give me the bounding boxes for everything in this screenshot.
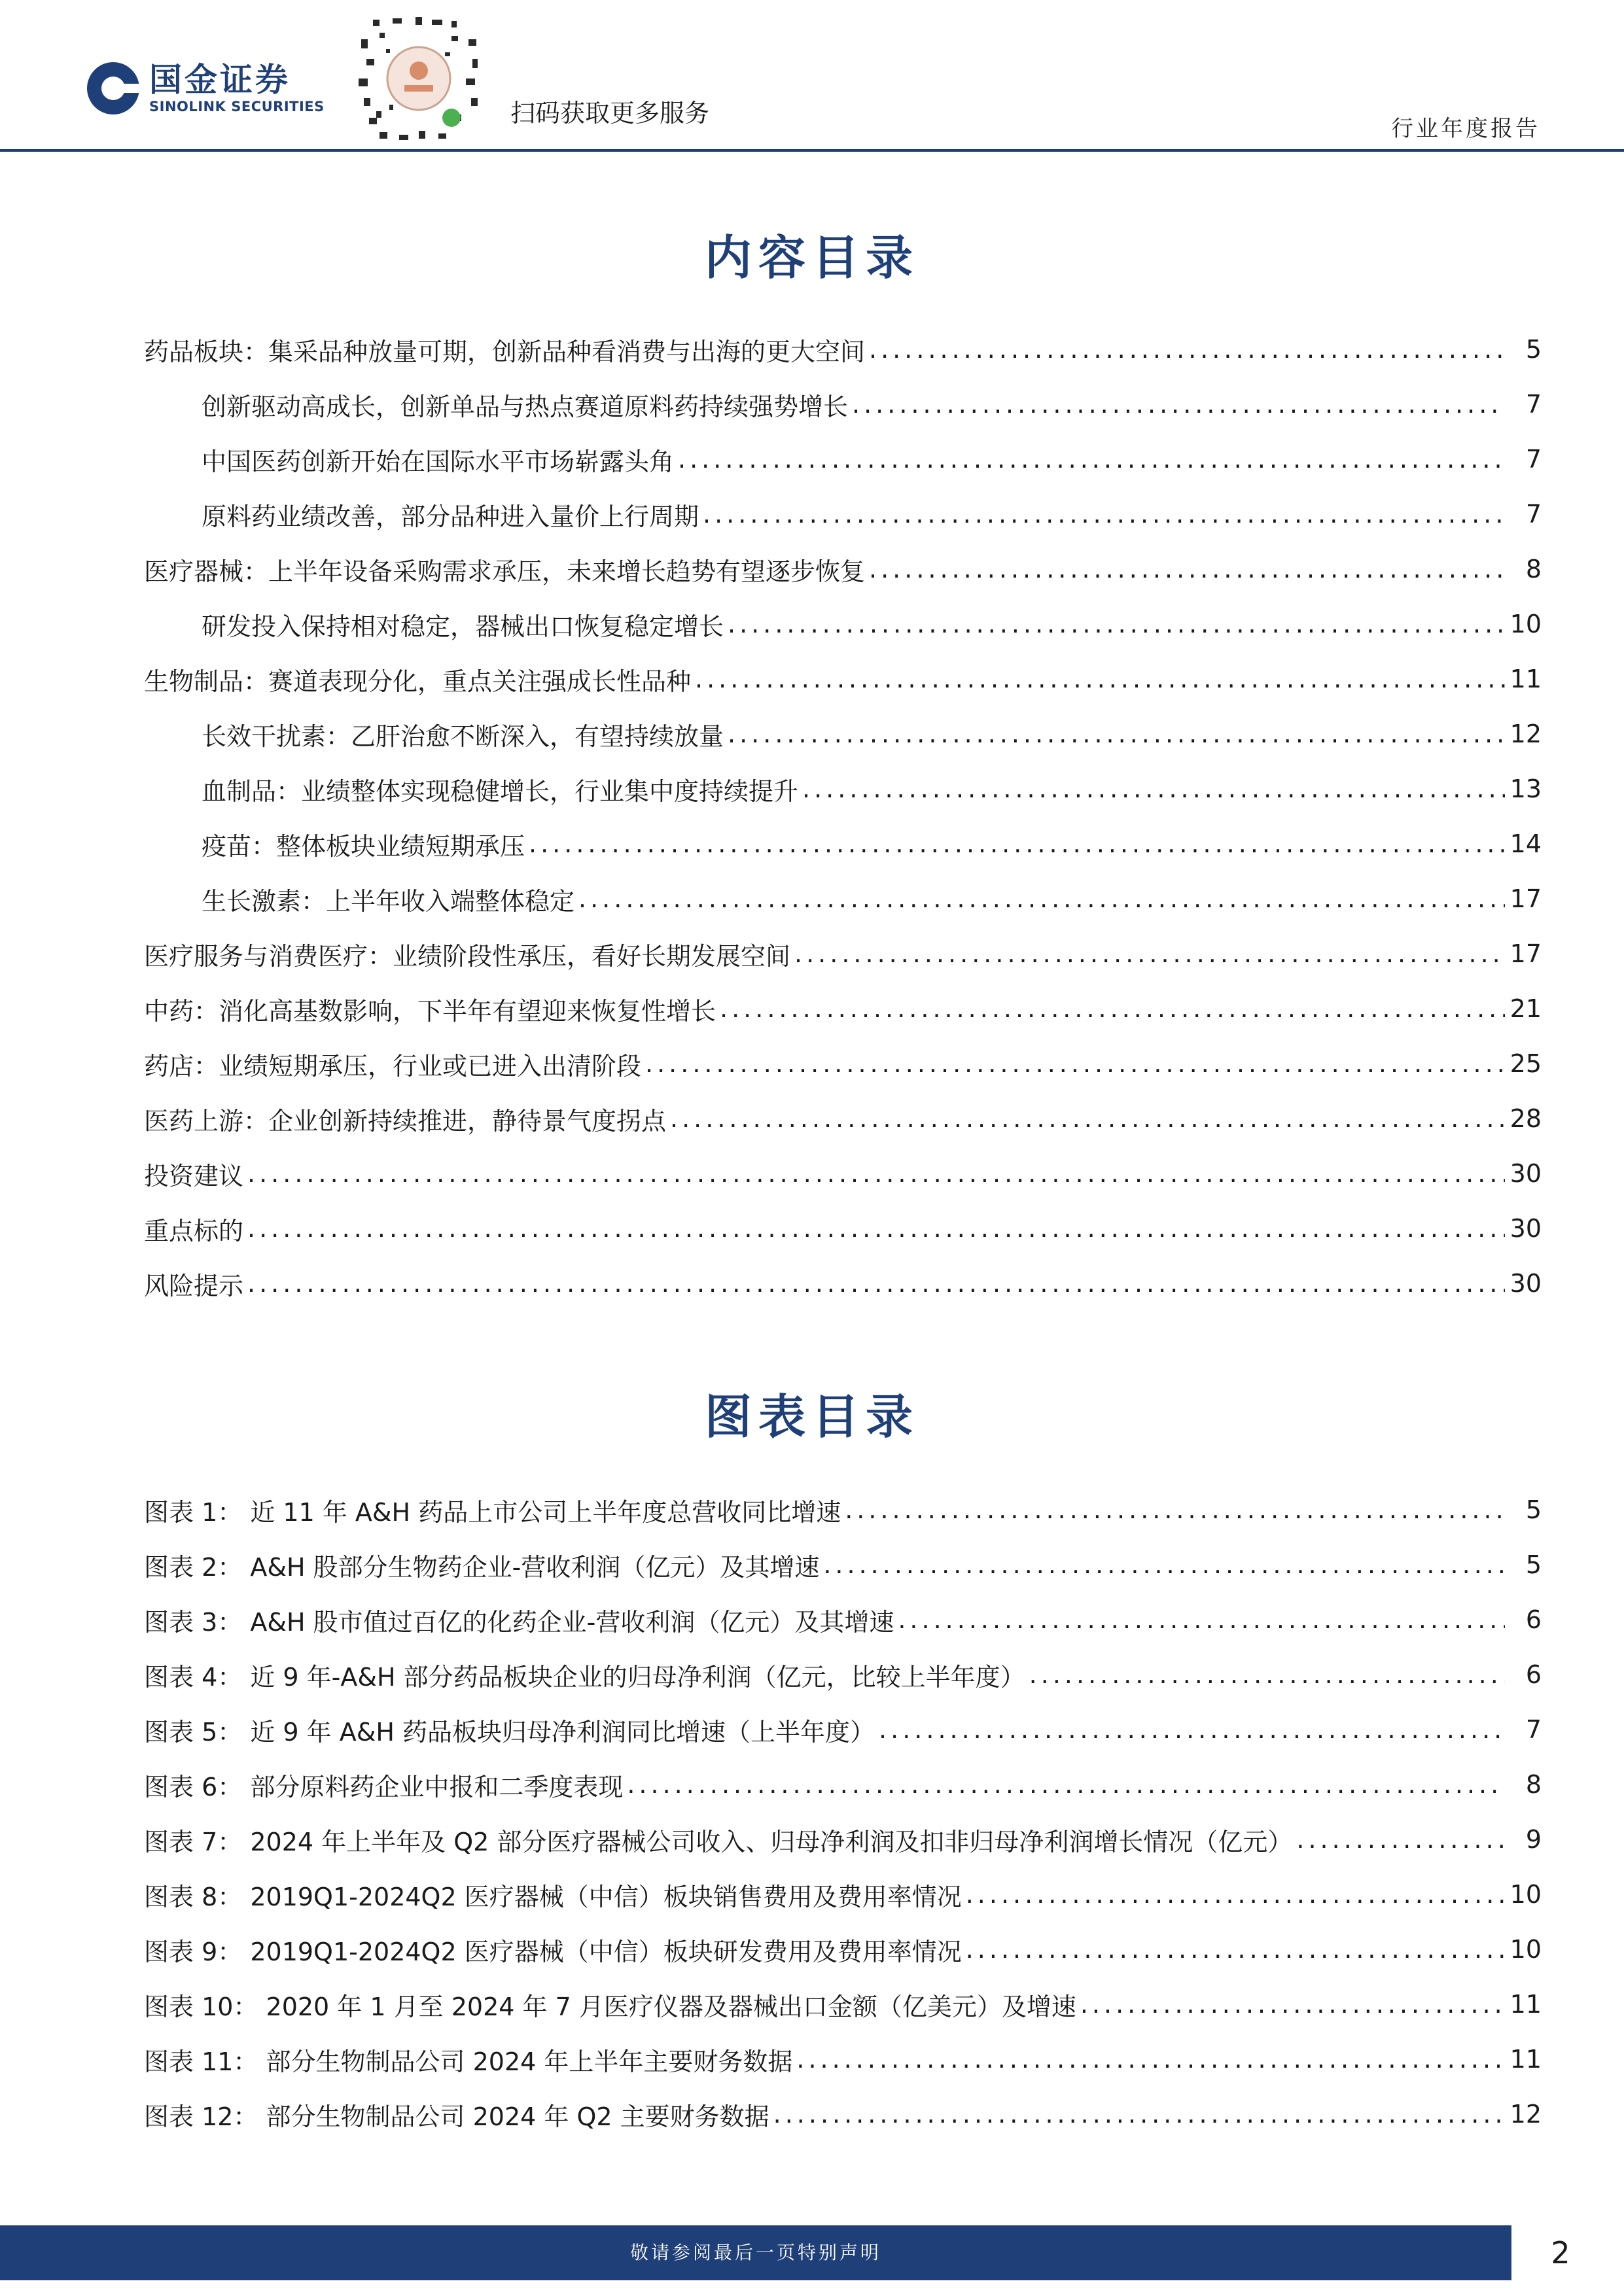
figure-entry-page: 9 <box>1525 1825 1542 1854</box>
brand-name-en: SINOLINK SECURITIES <box>149 99 325 114</box>
toc-entry-text: 药品板块：集采品种放量可期，创新品种看消费与出海的更大空间 <box>144 337 866 366</box>
figure-entry-page: 10 <box>1509 1880 1542 1909</box>
figure-entry[interactable] <box>144 2040 1542 2079</box>
dot-leader <box>678 440 1505 479</box>
figure-entry-text: 图表 5： 近 9 年 A&H 药品板块归母净利润同比增速（上半年度） <box>144 1717 875 1747</box>
toc-entry-page: 7 <box>1525 500 1542 529</box>
dot-leader <box>670 1099 1505 1138</box>
toc-entry[interactable] <box>144 1209 1542 1248</box>
figure-entry-text: 图表 2： A&H 股部分生物药企业-营收利润（亿元）及其增速 <box>144 1552 820 1582</box>
toc-entry-page: 5 <box>1525 335 1542 364</box>
toc-entry[interactable] <box>144 1099 1542 1138</box>
dot-leader <box>966 1875 1505 1914</box>
figure-entry-text: 图表 7： 2024 年上半年及 Q2 部分医疗器械公司收入、归母净利润及扣非归母净利润增长情况（亿元） <box>144 1827 1293 1856</box>
toc-entry[interactable] <box>144 989 1542 1028</box>
dot-leader <box>1080 1985 1505 2024</box>
brand-name-cn: 国金证券 <box>149 61 291 99</box>
figure-entry[interactable] <box>144 1820 1542 1859</box>
toc-entry-page: 25 <box>1509 1049 1542 1078</box>
figure-entry-text: 图表 11： 部分生物制品公司 2024 年上半年主要财务数据 <box>144 2047 793 2076</box>
toc-entry-page: 13 <box>1509 774 1542 803</box>
toc-entry[interactable] <box>202 495 1542 534</box>
figure-entry[interactable] <box>144 1600 1542 1639</box>
toc-entry-text: 医疗服务与消费医疗：业绩阶段性承压，看好长期发展空间 <box>144 941 791 971</box>
toc-entry-text: 长效干扰素：乙肝治愈不断深入，有望持续放量 <box>202 722 724 751</box>
header-divider <box>0 149 1624 152</box>
figure-entry[interactable] <box>144 1655 1542 1694</box>
toc-entry-text: 中国医药创新开始在国际水平市场崭露头角 <box>202 447 675 476</box>
figure-entry[interactable] <box>144 1985 1542 2024</box>
dot-leader <box>728 714 1505 754</box>
toc-entry[interactable] <box>144 659 1542 699</box>
toc-entry[interactable] <box>202 879 1542 918</box>
figure-entry-text: 图表 3： A&H 股市值过百亿的化药企业-营收利润（亿元）及其增速 <box>144 1607 894 1637</box>
toc-entry-text: 生长激素：上半年收入端整体稳定 <box>202 886 575 916</box>
dot-leader <box>645 1044 1505 1083</box>
figure-entry-page: 5 <box>1525 1550 1542 1579</box>
dot-leader <box>703 495 1505 534</box>
toc-entry-page: 30 <box>1509 1214 1542 1243</box>
dot-leader <box>823 1545 1505 1584</box>
figure-entry[interactable] <box>144 1930 1542 1969</box>
scan-prompt: 扫码获取更多服务 <box>510 99 710 128</box>
figure-entry[interactable] <box>144 2095 1542 2134</box>
toc-entry[interactable] <box>144 1044 1542 1083</box>
dot-leader <box>247 1209 1505 1248</box>
figure-entry-page: 5 <box>1525 1495 1542 1524</box>
toc-entry-page: 8 <box>1525 555 1542 583</box>
dot-leader <box>627 1765 1505 1804</box>
sinolink-logo-icon <box>85 60 141 116</box>
toc-entry-text: 投资建议 <box>144 1161 244 1191</box>
toc-entry-text: 生物制品：赛道表现分化，重点关注强成长性品种 <box>144 667 692 696</box>
dot-leader <box>802 769 1505 809</box>
dot-leader <box>529 824 1505 863</box>
dot-leader <box>796 2040 1505 2079</box>
footer-disclaimer: 敬请参阅最后一页特别声明 <box>629 2242 881 2263</box>
qr-code-icon[interactable] <box>353 13 484 144</box>
figure-entry[interactable] <box>144 1545 1542 1584</box>
dot-leader <box>578 879 1505 918</box>
figure-entry-text: 图表 8： 2019Q1-2024Q2 医疗器械（中信）板块销售费用及费用率情况 <box>144 1882 962 1911</box>
figure-entry-text: 图表 6： 部分原料药企业中报和二季度表现 <box>144 1772 624 1801</box>
toc-entry[interactable] <box>202 769 1542 809</box>
toc-entry-text: 医药上游：企业创新持续推进，静待景气度拐点 <box>144 1106 667 1136</box>
dot-leader <box>773 2095 1505 2134</box>
figure-entry-page: 11 <box>1509 2045 1542 2074</box>
toc-entry-text: 研发投入保持相对稳定，器械出口恢复稳定增长 <box>202 612 724 641</box>
toc-entry-page: 17 <box>1509 884 1542 913</box>
dot-leader <box>247 1264 1505 1303</box>
toc-entry[interactable] <box>144 1154 1542 1193</box>
toc-entry-page: 17 <box>1509 939 1542 968</box>
figure-entry-page: 11 <box>1509 1990 1542 2019</box>
toc-entry-text: 医疗器械：上半年设备采购需求承压，未来增长趋势有望逐步恢复 <box>144 557 866 586</box>
dot-leader <box>845 1490 1505 1529</box>
toc-entry-text: 原料药业绩改善，部分品种进入量价上行周期 <box>202 502 699 531</box>
figure-entry[interactable] <box>144 1765 1542 1804</box>
toc-entry[interactable] <box>202 604 1542 644</box>
figure-entry-page: 12 <box>1509 2100 1542 2129</box>
toc-entry-page: 7 <box>1525 390 1542 419</box>
toc-entry-text: 创新驱动高成长，创新单品与热点赛道原料药持续强势增长 <box>202 392 849 421</box>
toc-entry[interactable] <box>202 440 1542 479</box>
toc-entry[interactable] <box>144 1264 1542 1303</box>
page-number: 2 <box>1551 2235 1570 2270</box>
figure-entry-text: 图表 12： 部分生物制品公司 2024 年 Q2 主要财务数据 <box>144 2102 769 2131</box>
toc-entry-page: 30 <box>1509 1269 1542 1298</box>
report-type-label: 行业年度报告 <box>1391 116 1540 142</box>
figure-entry[interactable] <box>144 1875 1542 1914</box>
figure-entry-page: 6 <box>1525 1660 1542 1689</box>
toc-entry-page: 30 <box>1509 1159 1542 1188</box>
toc-entry-page: 21 <box>1509 994 1542 1023</box>
toc-entry[interactable] <box>144 934 1542 973</box>
figures-title: 图表目录 <box>704 1389 919 1444</box>
dot-leader <box>695 659 1505 699</box>
figure-entry-text: 图表 10： 2020 年 1 月至 2024 年 7 月医疗仪器及器械出口金额（亿美元）及增速 <box>144 1992 1076 2021</box>
toc-entry-page: 12 <box>1509 720 1542 748</box>
figure-entry-page: 8 <box>1525 1770 1542 1799</box>
toc-entry-text: 重点标的 <box>144 1216 244 1245</box>
dot-leader <box>247 1154 1505 1193</box>
figure-entry-page: 7 <box>1525 1715 1542 1744</box>
dot-leader <box>898 1600 1505 1639</box>
figure-entry[interactable] <box>144 1490 1542 1529</box>
figure-entry-text: 图表 9： 2019Q1-2024Q2 医疗器械（中信）板块研发费用及费用率情况 <box>144 1937 962 1966</box>
page-header <box>0 0 1624 157</box>
figure-entry-text: 图表 4： 近 9 年-A&H 部分药品板块企业的归母净利润（亿元，比较上半年度） <box>144 1662 1025 1692</box>
toc-entry-page: 14 <box>1509 829 1542 858</box>
toc-entry-page: 10 <box>1509 610 1542 638</box>
dot-leader <box>879 1710 1505 1749</box>
toc-entry-page: 28 <box>1509 1104 1542 1133</box>
contents-title: 内容目录 <box>704 230 919 285</box>
toc-entry-text: 疫苗：整体板块业绩短期承压 <box>202 831 525 861</box>
dot-leader <box>1029 1655 1505 1694</box>
toc-entry[interactable] <box>202 714 1542 754</box>
toc-entry-text: 药店：业绩短期承压，行业或已进入出清阶段 <box>144 1051 642 1081</box>
dot-leader <box>794 934 1505 973</box>
toc-entry-text: 风险提示 <box>144 1271 244 1300</box>
toc-entry-page: 11 <box>1509 665 1542 693</box>
dot-leader <box>728 604 1505 644</box>
dot-leader <box>869 330 1505 369</box>
dot-leader <box>720 989 1505 1028</box>
toc-entry-text: 中药：消化高基数影响，下半年有望迎来恢复性增长 <box>144 996 716 1026</box>
toc-entry[interactable] <box>202 385 1542 424</box>
toc-entry[interactable] <box>144 549 1542 589</box>
toc-entry-page: 7 <box>1525 445 1542 474</box>
figure-entry-page: 6 <box>1525 1605 1542 1634</box>
figure-entry[interactable] <box>144 1710 1542 1749</box>
dot-leader <box>869 549 1505 589</box>
toc-entry[interactable] <box>202 824 1542 863</box>
dot-leader <box>852 385 1505 424</box>
toc-entry-text: 血制品：业绩整体实现稳健增长，行业集中度持续提升 <box>202 776 799 806</box>
figure-entry-text: 图表 1： 近 11 年 A&H 药品上市公司上半年度总营收同比增速 <box>144 1497 841 1527</box>
figure-entry-page: 10 <box>1509 1935 1542 1964</box>
dot-leader <box>966 1930 1505 1969</box>
dot-leader <box>1296 1820 1505 1859</box>
toc-entry[interactable] <box>144 330 1542 369</box>
